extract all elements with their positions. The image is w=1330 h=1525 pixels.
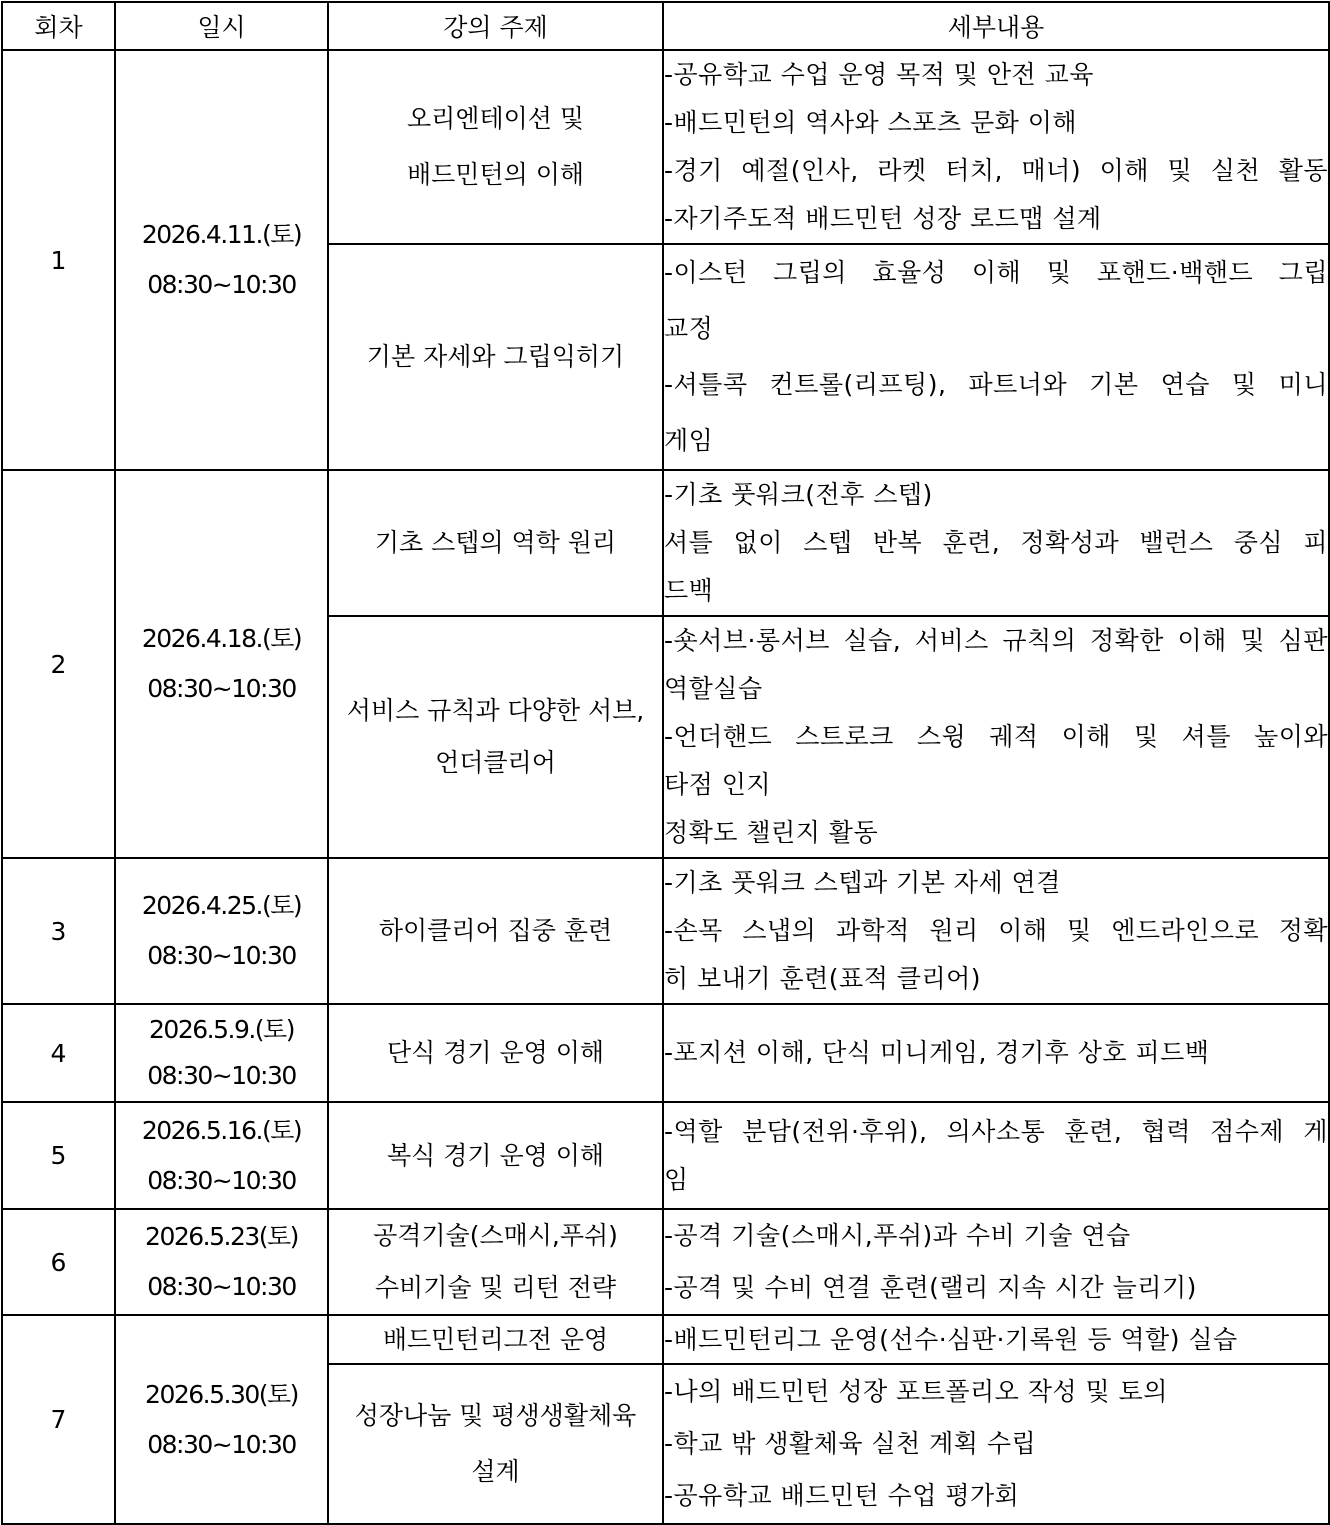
detail-cell: [663, 244, 1329, 470]
session-datetime: [115, 1004, 328, 1102]
detail-line: -공격 및 수비 연결 훈련(랠리 지속 시간 늘리기): [664, 1273, 1197, 1302]
detail-line: -배드민턴리그 운영(선수·심판·기록원 등 역할) 실습: [664, 1325, 1238, 1354]
detail-line: -경기 예절(인사, 라켓 터치, 매너) 이해 및 실천 활동: [664, 156, 1328, 185]
detail-cell: [663, 1102, 1329, 1209]
session-datetime: [115, 1315, 328, 1524]
topic-line: 기초 스텝의 역학 원리: [374, 528, 617, 557]
detail-line: -기초 풋워크 스텝과 기본 자세 연결: [664, 868, 1061, 897]
topic-cell: [328, 616, 663, 858]
session-date: 2026.5.16.(토): [141, 1115, 302, 1145]
header-detail: 세부내용: [663, 2, 1329, 50]
topic-cell: [328, 470, 663, 616]
topic-line: 서비스 규칙과 다양한 서브,: [346, 696, 645, 725]
session-time: 08:30~10:30: [147, 270, 296, 299]
session-number: 2: [2, 470, 115, 858]
session-date: 2026.4.18.(토): [141, 624, 302, 653]
topic-line: 언더클리어: [435, 748, 556, 777]
detail-cell: [663, 1209, 1329, 1315]
detail-line: 드백: [664, 576, 714, 605]
detail-line: -자기주도적 배드민턴 성장 로드맵 설계: [664, 204, 1102, 233]
topic-line: 배드민턴리그전 운영: [382, 1325, 609, 1354]
topic-cell: [328, 1209, 663, 1315]
detail-cell: [663, 1364, 1329, 1524]
session-datetime: [115, 50, 328, 470]
session-number: 4: [2, 1004, 115, 1102]
detail-line: -공격 기술(스매시,푸쉬)과 수비 기술 연습: [664, 1221, 1131, 1250]
table-row: [2, 1315, 1329, 1364]
table-row: [2, 1209, 1329, 1315]
detail-line: -손목 스냅의 과학적 원리 이해 및 엔드라인으로 정확: [664, 916, 1328, 945]
session-time: 08:30~10:30: [147, 1061, 296, 1090]
session-date: 2026.5.30(토): [145, 1379, 298, 1409]
session-number: 6: [2, 1209, 115, 1315]
header-session: 회차: [2, 2, 115, 50]
detail-line: 게임: [664, 426, 714, 455]
table-row: [2, 858, 1329, 1004]
session-number: 5: [2, 1102, 115, 1209]
detail-line: -이스턴 그립의 효율성 이해 및 포핸드·백핸드 그립: [664, 258, 1328, 287]
session-number: 3: [2, 858, 115, 1004]
detail-line: -배드민턴의 역사와 스포츠 문화 이해: [664, 108, 1078, 137]
session-time: 08:30~10:30: [147, 1429, 296, 1459]
topic-cell: [328, 1102, 663, 1209]
session-number: 7: [2, 1315, 115, 1524]
topic-line: 수비기술 및 리턴 전략: [374, 1273, 617, 1302]
topic-cell: [328, 1364, 663, 1524]
detail-line: 히 보내기 훈련(표적 클리어): [664, 964, 981, 993]
topic-line: 하이클리어 집중 훈련: [378, 916, 613, 945]
schedule-table: [1, 1, 1330, 1525]
topic-line: 오리엔테이션 및: [407, 104, 584, 133]
table-row: [2, 1004, 1329, 1102]
topic-cell: [328, 1315, 663, 1364]
detail-cell: [663, 1315, 1329, 1364]
topic-line: 배드민턴의 이해: [407, 160, 584, 189]
detail-cell: [663, 858, 1329, 1004]
topic-line: 기본 자세와 그립익히기: [366, 342, 625, 371]
detail-line: 역할실습: [664, 674, 763, 703]
session-time: 08:30~10:30: [147, 1165, 296, 1195]
topic-cell: [328, 50, 663, 244]
topic-line: 성장나눔 및 평생생활체육: [354, 1401, 637, 1430]
session-time: 08:30~10:30: [147, 1272, 296, 1301]
detail-cell: [663, 50, 1329, 244]
header-topic: 강의 주제: [328, 2, 663, 50]
detail-cell: [663, 616, 1329, 858]
detail-line: 타점 인지: [664, 770, 772, 799]
detail-line: -포지션 이해, 단식 미니게임, 경기후 상호 피드백: [664, 1038, 1210, 1067]
table-row: [2, 1102, 1329, 1209]
table-row: [2, 470, 1329, 616]
detail-cell: [663, 470, 1329, 616]
detail-line: -나의 배드민턴 성장 포트폴리오 작성 및 토의: [664, 1377, 1168, 1406]
detail-line: -언더핸드 스트로크 스윙 궤적 이해 및 셔틀 높이와: [664, 722, 1328, 751]
session-time: 08:30~10:30: [147, 674, 296, 703]
detail-line: -학교 밖 생활체육 실천 계획 수립: [664, 1429, 1037, 1458]
detail-line: -숏서브·롱서브 실습, 서비스 규칙의 정확한 이해 및 심판: [664, 626, 1328, 655]
session-datetime: [115, 1209, 328, 1315]
session-datetime: [115, 1102, 328, 1209]
detail-line: -기초 풋워크(전후 스텝): [664, 480, 933, 509]
detail-line: 정확도 챌린지 활동: [664, 818, 879, 847]
topic-line: 단식 경기 운영 이해: [386, 1038, 605, 1067]
detail-cell: [663, 1004, 1329, 1102]
topic-cell: [328, 244, 663, 470]
detail-line: -셔틀콕 컨트롤(리프팅), 파트너와 기본 연습 및 미니: [664, 370, 1328, 399]
topic-line: 복식 경기 운영 이해: [386, 1140, 605, 1170]
topic-cell: [328, 858, 663, 1004]
detail-line: -공유학교 배드민턴 수업 평가회: [664, 1481, 1020, 1510]
detail-line: 교정: [664, 314, 714, 343]
session-date: 2026.4.25.(토): [141, 891, 302, 920]
detail-line: -역할 분담(전위·후위), 의사소통 훈련, 협력 점수제 게: [664, 1116, 1328, 1146]
session-number: 1: [2, 50, 115, 470]
detail-line: -공유학교 수업 운영 목적 및 안전 교육: [664, 60, 1094, 89]
session-time: 08:30~10:30: [147, 941, 296, 970]
session-date: 2026.4.11.(토): [141, 220, 302, 249]
topic-cell: [328, 1004, 663, 1102]
table-row: [2, 50, 1329, 244]
topic-line: 공격기술(스매시,푸쉬): [373, 1221, 618, 1250]
detail-line: 셔틀 없이 스텝 반복 훈련, 정확성과 밸런스 중심 피: [664, 528, 1328, 557]
detail-line: 임: [664, 1164, 689, 1194]
session-datetime: [115, 858, 328, 1004]
session-datetime: [115, 470, 328, 858]
session-date: 2026.5.23(토): [145, 1222, 298, 1251]
header-datetime: 일시: [115, 2, 328, 50]
topic-line: 설계: [471, 1457, 520, 1486]
session-date: 2026.5.9.(토): [149, 1015, 294, 1044]
header-row: [2, 2, 1329, 50]
